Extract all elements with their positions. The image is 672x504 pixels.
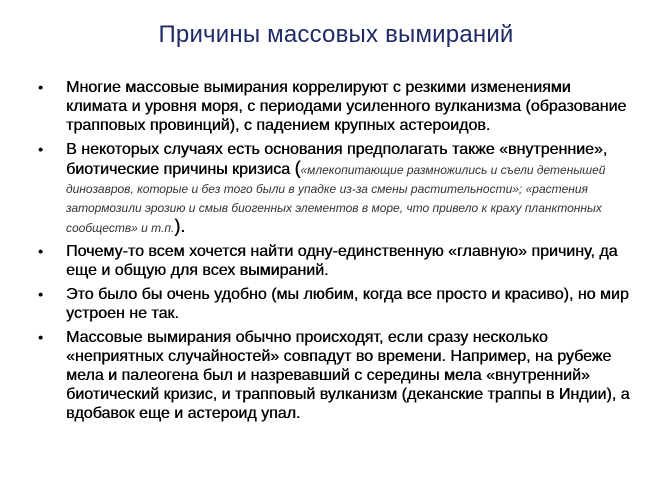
bullet-marker: • — [38, 243, 43, 259]
open-paren: ( — [294, 158, 301, 178]
close-paren: ). — [174, 216, 186, 236]
bullet-text: Многие массовые вымирания коррелируют с резкими изменениями климата и уровня моря, с периодами усиленного вулканизма (образование трапповых провинций), с падением крупных астероидов. — [66, 79, 627, 134]
bullet-note: «млекопитающие размножились и съели детенышей динозавров, которые и без того были в упадке из-за смены растительности»; «растения затормозили эрозию и смыв биогенных элементов в море, что привело к краху планктонных сообществ» — [66, 163, 606, 235]
bullet-list — [36, 78, 636, 428]
bullet-note-tail: и т.п. — [137, 221, 175, 235]
bullet-text: В некоторых случаях есть основания предполагать также «внутренние», биотические причины кризиса — [66, 141, 608, 178]
slide-title: Причины массовых вымираний — [158, 21, 514, 48]
bullet-marker: • — [38, 286, 43, 302]
bullet-item-coincidences — [36, 328, 636, 423]
bullet-item-convenience — [36, 285, 636, 323]
bullet-item-internal-causes — [36, 140, 636, 237]
bullet-marker: • — [38, 79, 43, 95]
bullet-item-climate-correlation — [36, 78, 636, 135]
bullet-text: Массовые вымирания обычно происходят, если сразу несколько «неприятных случайностей» совпадут во времени. Например, на рубеже мела и палеогена был и назревавший с середины мела «внутренний» биотический кризис, и трапповый вулканизм (деканские траппы в Индии), а вдобавок еще и астероид упал. — [66, 329, 630, 422]
bullet-text: Почему-то всем хочется найти одну-единственную «главную» причину, да еще и общую для всех вымираний. — [66, 243, 618, 279]
bullet-marker: • — [38, 141, 43, 157]
bullet-text: Это было бы очень удобно (мы любим, когда все просто и красиво), но мир устроен не так. — [66, 286, 629, 322]
bullet-marker: • — [38, 329, 43, 345]
bullet-item-single-cause — [36, 242, 636, 280]
